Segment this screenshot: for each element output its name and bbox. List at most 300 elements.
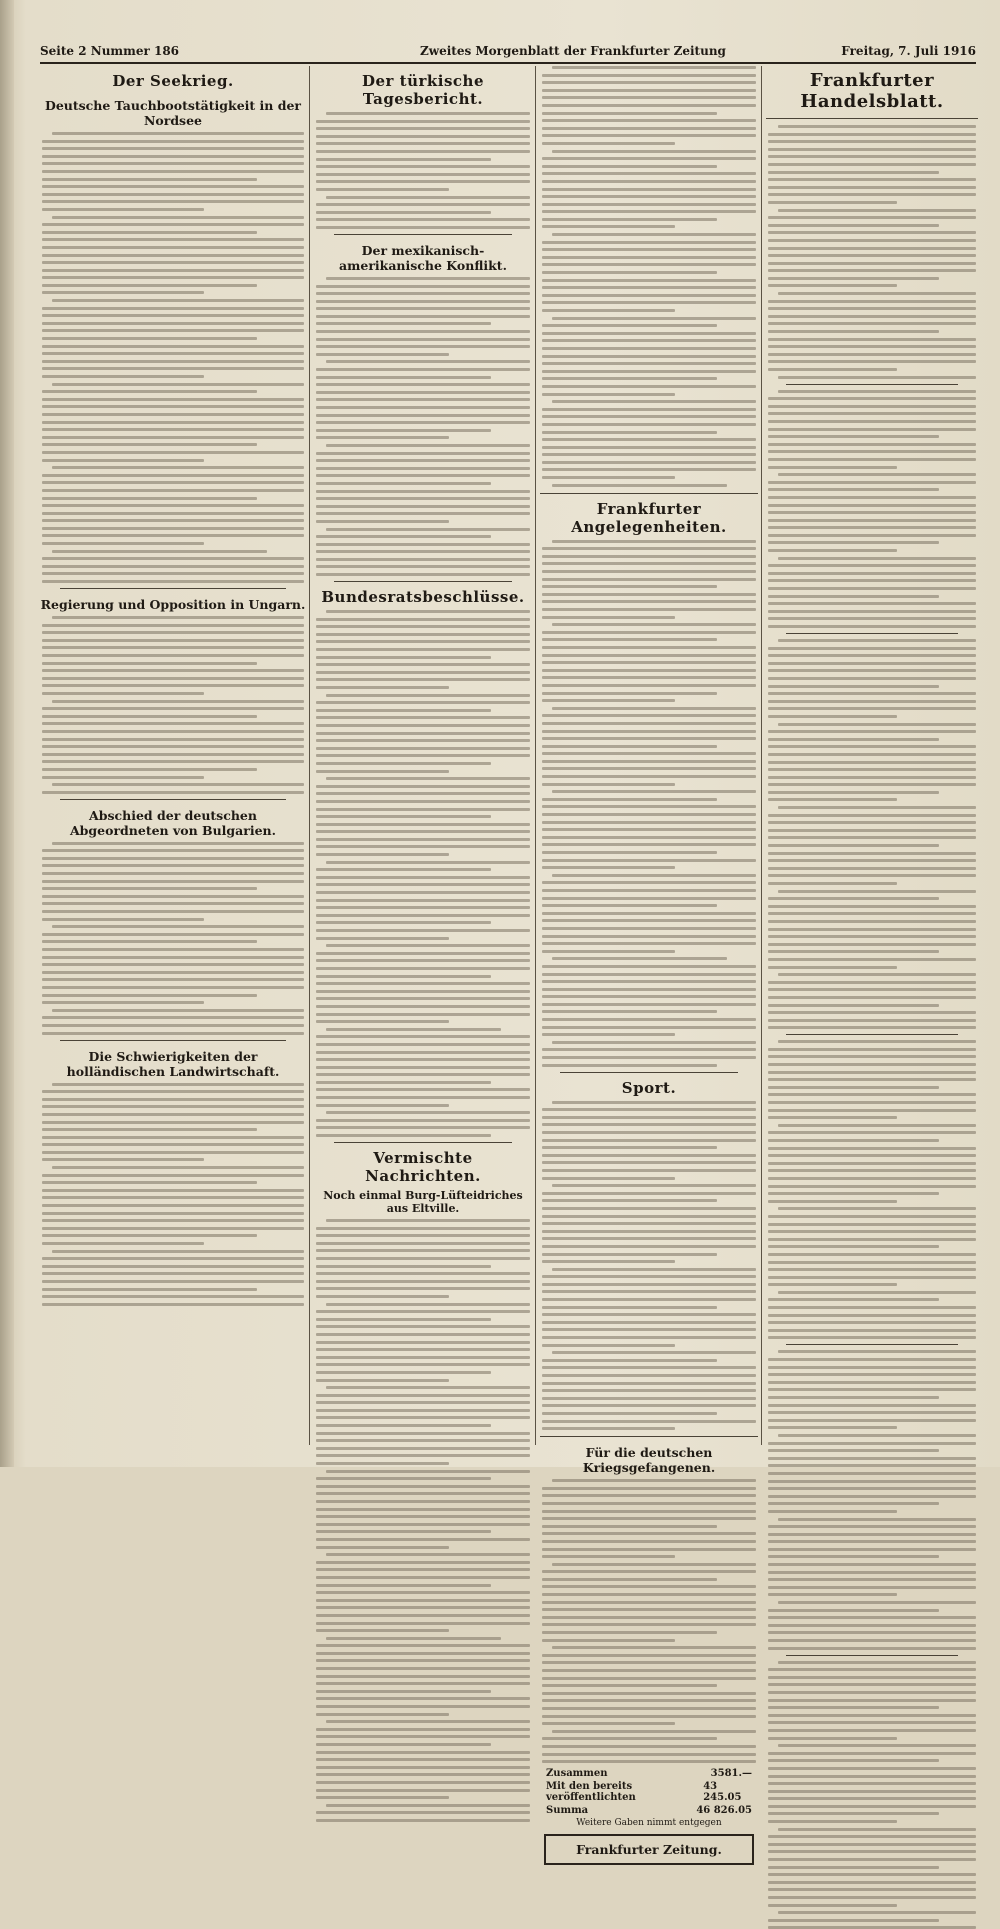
text-line — [768, 943, 976, 946]
text-line — [42, 223, 304, 226]
text-line — [316, 785, 530, 788]
text-line — [52, 700, 304, 703]
text-line — [42, 1090, 304, 1093]
text-line — [768, 1502, 939, 1505]
text-line — [316, 1227, 530, 1230]
text-line — [542, 1540, 756, 1543]
text-line — [42, 872, 304, 875]
text-line — [542, 1532, 756, 1535]
text-line — [42, 994, 257, 997]
text-line — [542, 142, 675, 145]
text-line — [42, 776, 204, 779]
text-line — [768, 692, 976, 695]
text-line — [42, 1219, 304, 1222]
text-line — [542, 1253, 717, 1256]
text-line — [768, 912, 976, 915]
text-line — [316, 1515, 530, 1518]
text-line — [42, 451, 304, 454]
article-body — [766, 1040, 978, 1339]
text-line — [316, 640, 530, 643]
text-line — [42, 1098, 304, 1101]
text-line — [316, 459, 530, 462]
text-line — [768, 1086, 939, 1089]
text-line — [542, 805, 756, 808]
text-line — [42, 1288, 257, 1291]
text-line — [542, 669, 756, 672]
text-line — [316, 330, 530, 333]
text-line — [542, 119, 756, 122]
text-line — [768, 1162, 976, 1165]
text-line — [316, 1394, 530, 1397]
text-line — [52, 132, 304, 135]
text-line — [542, 1313, 756, 1316]
text-line — [42, 413, 304, 416]
text-line — [42, 1113, 304, 1116]
text-line — [316, 158, 491, 161]
text-line — [542, 1715, 756, 1718]
text-line — [42, 760, 304, 763]
text-line — [542, 730, 756, 733]
text-line — [778, 1744, 976, 1747]
text-line — [316, 1134, 491, 1137]
text-line — [542, 241, 756, 244]
text-line — [768, 481, 976, 484]
text-line — [42, 557, 304, 560]
text-line — [316, 218, 530, 221]
text-line — [778, 639, 976, 642]
text-line — [316, 1538, 530, 1541]
article-body — [766, 125, 978, 379]
text-line — [316, 808, 530, 811]
text-line — [552, 1184, 756, 1187]
text-line — [42, 291, 204, 294]
text-line — [542, 1139, 756, 1142]
text-line — [768, 905, 976, 908]
text-line — [768, 178, 976, 181]
text-line — [768, 1850, 976, 1853]
text-line — [42, 956, 304, 959]
text-line — [42, 231, 257, 234]
text-line — [42, 880, 304, 883]
text-line — [542, 431, 717, 434]
text-line — [42, 707, 304, 710]
text-line — [552, 1730, 756, 1733]
text-line — [768, 269, 976, 272]
article-separator — [60, 1040, 286, 1041]
text-line — [42, 933, 304, 936]
text-line — [778, 376, 976, 379]
text-line — [316, 150, 530, 153]
text-line — [768, 867, 976, 870]
column-divider — [535, 66, 536, 1445]
text-line — [42, 753, 304, 756]
text-line — [42, 1158, 204, 1161]
text-line — [542, 745, 717, 748]
text-line — [316, 1066, 530, 1069]
text-line — [542, 165, 717, 168]
text-line — [316, 353, 449, 356]
text-line — [768, 1578, 976, 1581]
text-line — [768, 602, 976, 605]
text-line — [542, 737, 756, 740]
text-line — [316, 558, 530, 561]
text-line — [42, 360, 304, 363]
text-line — [768, 1797, 976, 1800]
text-line — [768, 1321, 976, 1324]
text-line — [768, 450, 976, 453]
text-line — [768, 738, 939, 741]
text-line — [768, 1396, 939, 1399]
text-line — [316, 1811, 530, 1814]
header-publication: Zweites Morgenblatt der Frankfurter Zeitung — [420, 44, 726, 58]
text-line — [768, 247, 976, 250]
text-line — [42, 1295, 304, 1298]
text-line — [542, 225, 675, 228]
text-line — [768, 1593, 897, 1596]
text-line — [42, 940, 257, 943]
text-line — [326, 1219, 530, 1222]
text-line — [542, 798, 717, 801]
text-line — [542, 1684, 717, 1687]
text-line — [42, 1016, 304, 1019]
text-line — [768, 519, 976, 522]
text-line — [542, 1161, 756, 1164]
text-line — [542, 988, 756, 991]
text-line — [542, 248, 756, 251]
text-line — [326, 1553, 530, 1556]
text-line — [542, 912, 756, 915]
text-line — [316, 792, 530, 795]
text-line — [552, 957, 727, 960]
text-line — [326, 861, 530, 864]
text-line — [768, 420, 976, 423]
column-4 — [766, 66, 978, 1445]
text-line — [542, 1116, 756, 1119]
text-line — [768, 1881, 976, 1884]
text-line — [42, 768, 257, 771]
text-line — [42, 887, 257, 890]
text-line — [768, 814, 976, 817]
text-line — [542, 585, 717, 588]
text-line — [768, 549, 897, 552]
text-line — [768, 625, 976, 628]
text-line — [768, 1624, 976, 1627]
text-line — [768, 231, 976, 234]
text-line — [316, 1272, 530, 1275]
text-line — [542, 157, 756, 160]
text-line — [316, 1409, 530, 1412]
section-masthead: Frankfurter Handelsblatt. — [800, 70, 944, 112]
text-line — [542, 1003, 756, 1006]
text-line — [552, 400, 756, 403]
text-line — [42, 662, 257, 665]
text-line — [768, 239, 976, 242]
text-line — [316, 180, 530, 183]
text-line — [316, 1667, 530, 1670]
text-line — [42, 428, 304, 431]
text-line — [768, 1411, 976, 1414]
text-line — [768, 1563, 976, 1566]
text-line — [542, 1048, 756, 1051]
text-line — [316, 512, 530, 515]
article-heading: Deutsche Tauchbootstätigkeit in der Nordsee — [44, 98, 301, 128]
text-line — [42, 238, 304, 241]
text-line — [542, 271, 717, 274]
text-line — [768, 1449, 939, 1452]
text-line — [778, 1434, 976, 1437]
text-line — [542, 1366, 756, 1369]
text-line — [316, 1705, 530, 1708]
text-line — [42, 1212, 304, 1215]
text-line — [768, 1078, 976, 1081]
text-line — [542, 1517, 756, 1520]
text-line — [52, 550, 267, 553]
text-line — [316, 1126, 530, 1129]
text-line — [316, 1622, 530, 1625]
text-line — [768, 1464, 976, 1467]
text-line — [316, 1454, 530, 1457]
publisher-box — [544, 1834, 754, 1865]
text-line — [542, 692, 717, 695]
text-line — [316, 1508, 530, 1511]
text-line — [768, 353, 976, 356]
text-line — [316, 1690, 491, 1693]
text-line — [768, 572, 976, 575]
text-line — [316, 625, 530, 628]
text-line — [42, 1196, 304, 1199]
text-line — [316, 815, 491, 818]
text-line — [316, 770, 449, 773]
text-line — [778, 473, 976, 476]
text-line — [42, 512, 304, 515]
text-line — [316, 1523, 530, 1526]
text-line — [316, 1447, 530, 1450]
text-line — [542, 1010, 717, 1013]
text-line — [542, 203, 756, 206]
text-line — [42, 345, 304, 348]
text-line — [316, 565, 530, 568]
text-line — [542, 461, 756, 464]
section-heading: Vermischte Nachrichten. — [365, 1149, 481, 1186]
text-line — [326, 1470, 530, 1473]
text-line — [42, 398, 304, 401]
text-line — [542, 1026, 756, 1029]
text-line — [542, 1207, 756, 1210]
text-line — [542, 415, 756, 418]
text-line — [316, 618, 530, 621]
text-line — [42, 1189, 304, 1192]
text-line — [542, 1131, 756, 1134]
text-line — [316, 967, 530, 970]
text-line — [768, 1026, 976, 1029]
text-line — [316, 1796, 449, 1799]
text-line — [768, 730, 976, 733]
text-line — [42, 436, 304, 439]
text-line — [42, 715, 257, 718]
text-line — [542, 821, 756, 824]
text-line — [542, 1623, 756, 1626]
text-line — [542, 562, 756, 565]
text-line — [768, 1737, 897, 1740]
text-line — [316, 1735, 530, 1738]
text-line — [768, 1555, 939, 1558]
text-line — [542, 1260, 675, 1263]
text-line — [542, 1199, 717, 1202]
text-line — [768, 821, 976, 824]
text-line — [316, 686, 449, 689]
text-line — [542, 1397, 756, 1400]
text-line — [768, 315, 976, 318]
text-line — [316, 633, 530, 636]
text-line — [768, 662, 976, 665]
section-heading: Frankfurter Angelegenheiten. — [571, 499, 727, 536]
text-line — [316, 1462, 449, 1465]
text-line — [42, 178, 257, 181]
previous-row — [546, 1781, 752, 1803]
text-line — [768, 216, 976, 219]
text-line — [42, 284, 257, 287]
text-line — [542, 377, 717, 380]
text-line — [542, 995, 756, 998]
text-line — [316, 1081, 491, 1084]
text-line — [316, 1363, 530, 1366]
text-line — [42, 1032, 304, 1035]
text-line — [316, 1751, 530, 1754]
text-line — [316, 671, 530, 674]
text-line — [768, 171, 939, 174]
text-line — [542, 1608, 756, 1611]
text-line — [316, 868, 491, 871]
text-line — [52, 842, 304, 845]
text-line — [316, 739, 530, 742]
text-line — [316, 120, 530, 123]
text-line — [768, 1729, 976, 1732]
text-line — [542, 555, 756, 558]
article-heading: Abschied der deutschen Abgeordneten von Bulgarien. — [69, 807, 276, 838]
text-line — [316, 391, 530, 394]
text-line — [316, 573, 530, 576]
text-line — [778, 973, 976, 976]
text-line — [42, 140, 304, 143]
text-line — [316, 1546, 449, 1549]
text-line — [542, 1177, 675, 1180]
text-line — [42, 534, 304, 537]
text-line — [768, 1215, 976, 1218]
article-body — [314, 277, 532, 576]
text-line — [316, 1485, 530, 1488]
text-line — [768, 1904, 897, 1907]
text-line — [768, 1487, 976, 1490]
sum-row — [546, 1768, 752, 1779]
text-line — [768, 776, 976, 779]
text-line — [316, 1073, 530, 1076]
section-heading: Für die deutschen Kriegsgefangenen. — [582, 1445, 716, 1476]
text-line — [552, 1646, 756, 1649]
text-line — [768, 1154, 976, 1157]
text-line — [542, 1578, 717, 1581]
text-line — [42, 1242, 204, 1245]
text-line — [42, 1181, 257, 1184]
text-line — [42, 1001, 204, 1004]
text-line — [778, 1828, 976, 1831]
text-line — [542, 927, 756, 930]
text-line — [42, 895, 304, 898]
text-line — [768, 405, 976, 408]
header-rule — [40, 62, 976, 64]
text-line — [42, 352, 304, 355]
text-line — [768, 587, 976, 590]
text-line — [542, 980, 756, 983]
text-line — [316, 436, 449, 439]
text-line — [316, 1728, 530, 1731]
text-line — [768, 1004, 939, 1007]
text-line — [768, 958, 976, 961]
text-line — [768, 617, 976, 620]
text-line — [542, 897, 756, 900]
text-line — [542, 210, 756, 213]
text-line — [552, 1351, 756, 1354]
text-line — [316, 990, 530, 993]
text-line — [768, 534, 976, 537]
text-line — [316, 883, 530, 886]
text-line — [542, 96, 756, 99]
text-line — [768, 526, 976, 529]
page-spine-shadow — [0, 0, 14, 1467]
text-line — [542, 1661, 756, 1664]
text-line — [316, 1713, 449, 1716]
text-line — [542, 722, 756, 725]
text-line — [542, 347, 756, 350]
article-body — [40, 842, 306, 1035]
text-line — [316, 1119, 530, 1122]
text-line — [542, 324, 717, 327]
text-line — [42, 572, 304, 575]
text-line — [316, 1051, 530, 1054]
text-line — [42, 654, 304, 657]
text-line — [768, 768, 976, 771]
text-line — [326, 1637, 501, 1640]
sum-label: Zusammen — [546, 1767, 608, 1779]
text-line — [768, 882, 897, 885]
text-line — [768, 1404, 976, 1407]
text-line — [326, 528, 530, 531]
text-line — [42, 261, 304, 264]
text-line — [316, 952, 530, 955]
text-line — [316, 497, 530, 500]
section-rule — [540, 1436, 758, 1437]
text-line — [316, 1401, 530, 1404]
text-line — [316, 292, 530, 295]
text-line — [42, 692, 204, 695]
article-body — [766, 1661, 978, 1929]
text-line — [542, 309, 675, 312]
text-line — [768, 1586, 976, 1589]
text-line — [316, 1591, 530, 1594]
text-line — [316, 891, 530, 894]
text-line — [42, 971, 304, 974]
text-line — [768, 1185, 976, 1188]
text-line — [316, 376, 491, 379]
text-line — [768, 1858, 976, 1861]
text-line — [768, 1283, 897, 1286]
text-line — [768, 1298, 939, 1301]
text-line — [542, 684, 756, 687]
text-line — [316, 1614, 530, 1617]
text-line — [316, 914, 530, 917]
text-line — [326, 1028, 501, 1031]
text-line — [768, 262, 976, 265]
text-line — [768, 277, 939, 280]
